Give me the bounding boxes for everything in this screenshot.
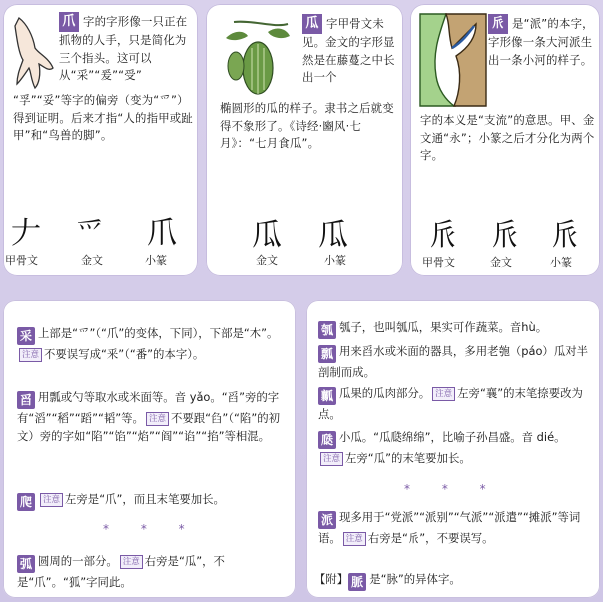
glyph-label-seal: 小篆 — [145, 254, 167, 267]
card-text-b: “孚”“妥”等字的偏旁（变为“爫”）得到证明。后来才指“人的指甲或趾甲”和“鸟兽的脚”。 — [13, 93, 193, 143]
glyph-label-seal: 小篆 — [550, 256, 572, 269]
note-tag: 注意 — [343, 532, 366, 546]
hand-illustration — [9, 14, 59, 92]
entry-note-text: 不要跟“臽”（“陷”的初文）旁的字如“陷”“馅”“焰”“阎”“谄”“掐”等相混。 — [17, 411, 280, 443]
glyph-label-seal: 小篆 — [324, 254, 346, 267]
entry-char: 脈 — [348, 573, 366, 591]
card-text-a — [488, 14, 596, 69]
entry-note-text: 左旁是“爪”，而且末笔要加长。 — [65, 492, 225, 506]
entry-text: 是“脉”的异体字。 — [369, 572, 461, 586]
glyph-seal: 瓜 — [318, 218, 348, 253]
appendix-prefix: 【附】 — [314, 572, 349, 586]
entry-text: 小瓜。“瓜瓞绵绵”，比喻子孙昌盛。音 dié。 — [339, 430, 566, 444]
entry-text: 瓠子，也叫瓠瓜，果实可作蔬菜。音hù。 — [339, 320, 548, 334]
entry-text: 用瓢或勺等取水或米面等。音 yǎo。“舀”旁的字有“滔”“稻”“蹈”“韬”等。 — [17, 390, 280, 425]
entry-rang — [318, 384, 592, 423]
note-tag: 注意 — [146, 412, 169, 426]
head-char: 瓜 — [302, 14, 322, 34]
card-text-a-content: 字甲骨文未见。金文的字形显然是在藤蔓之中长出一个 — [302, 16, 395, 85]
card-gua — [206, 4, 403, 276]
entry-char: 采 — [17, 327, 35, 345]
card-text-a — [59, 12, 193, 85]
glyph-seal: 𠂢 — [550, 218, 580, 253]
card-text-a-content: 字的字形像一只正在抓物的人手，只是简化为三个指头。这可以从“采”“爰”“受” — [59, 14, 188, 83]
entry-hu-gourd — [318, 318, 592, 339]
glyph-label-oracle: 甲骨文 — [5, 254, 38, 267]
head-char: 𠂢 — [488, 14, 508, 34]
glyph-label-bronze: 金文 — [81, 254, 103, 267]
entry-char: 弧 — [17, 555, 35, 573]
entry-char: 瓠 — [318, 321, 336, 339]
glyph-label-oracle: 甲骨文 — [422, 256, 455, 269]
entry-yao — [17, 388, 285, 445]
entry-mai — [314, 570, 592, 591]
entry-text: 用来舀水或米面的器具，多用老匏（páo）瓜对半剖制而成。 — [318, 344, 588, 379]
glyph-label-bronze: 金文 — [256, 254, 278, 267]
note-tag: 注意 — [432, 387, 455, 401]
glyph-label-bronze: 金文 — [490, 256, 512, 269]
entry-note-text: 右旁是“𠂢”，不要误写。 — [367, 531, 494, 545]
entry-char: 瓢 — [318, 345, 336, 363]
entry-note-text: 右旁是“瓜”，不是“爪”。“狐”字同此。 — [17, 554, 225, 589]
entry-char: 派 — [318, 511, 336, 529]
entry-pai — [318, 508, 592, 547]
glyph-bronze: 瓜 — [252, 218, 282, 253]
entry-text: 上部是“爫”（“爪”的变体，下同），下部是“木”。 — [38, 326, 279, 340]
entry-char: 舀 — [17, 391, 35, 409]
section-divider-stars: * * * — [103, 522, 199, 536]
entry-note-text: 不要误写成“釆”（“番”的本字）。 — [44, 347, 205, 361]
glyph-bronze: 爫 — [75, 216, 105, 251]
entries-panel-left — [3, 300, 296, 598]
entry-piao — [318, 342, 592, 381]
glyph-bronze: 𠂢 — [490, 218, 520, 253]
entry-die — [318, 428, 592, 467]
note-tag: 注意 — [40, 493, 63, 507]
note-tag: 注意 — [19, 348, 42, 362]
entry-cai — [17, 324, 285, 363]
card-text-b: 椭圆形的瓜的样子。隶书之后就变得不象形了。《诗经·豳风·七月》：“七月食瓜”。 — [220, 101, 394, 151]
note-tag: 注意 — [120, 555, 143, 569]
card-text-a — [302, 14, 398, 87]
entry-char: 爬 — [17, 493, 35, 511]
entry-pa — [17, 490, 285, 511]
entry-note-text: 左旁“襄”的末笔捺要改为点。 — [318, 386, 583, 421]
entries-panel-right — [306, 300, 600, 598]
card-text-a-content: 是“派”的本字，字形像一条大河派生出一条小河的样子。 — [488, 16, 594, 67]
entry-text: 现多用于“党派”“派别”“气派”“派遣”“摊派”等词语。 — [318, 510, 581, 545]
entry-hu-arc — [17, 552, 285, 591]
card-text-b: 字的本义是“支流”的意思。甲、金文通“永”；小篆之后才分化为两个字。 — [420, 113, 595, 163]
entry-char: 瓤 — [318, 387, 336, 405]
entry-text: 圆周的一部分。 — [38, 554, 118, 568]
glyph-seal: 爪 — [147, 216, 177, 251]
section-divider-stars: * * * — [404, 482, 500, 496]
head-char: 爪 — [59, 12, 79, 32]
glyph-oracle: 𠂇 — [11, 216, 41, 251]
entry-text: 瓜果的瓜肉部分。 — [339, 386, 431, 400]
river-illustration — [416, 12, 488, 108]
melon-illustration — [214, 18, 294, 98]
note-tag: 注意 — [320, 452, 343, 466]
glyph-oracle: 𠂢 — [428, 218, 458, 253]
card-pai — [410, 4, 600, 276]
card-zhua — [3, 4, 198, 276]
entry-char: 瓞 — [318, 431, 336, 449]
entry-note-text: 左旁“瓜”的末笔要加长。 — [345, 451, 471, 465]
